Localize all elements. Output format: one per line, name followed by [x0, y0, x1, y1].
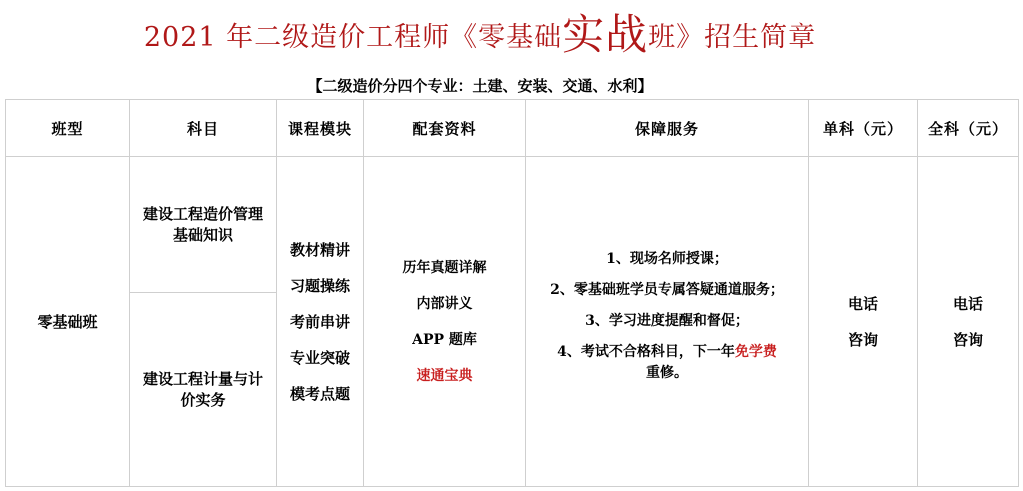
module-item: 模考点题 — [289, 384, 350, 403]
table-row — [6, 157, 1019, 293]
subject-cell-2 — [130, 293, 277, 487]
material-item: 历年真题详解 — [402, 259, 487, 276]
header-class-type: 班型 — [6, 100, 130, 157]
single-price-cell — [809, 157, 918, 487]
free-tuition-highlight: 免学费 — [734, 344, 777, 360]
service-item-4-suffix: 重修。 — [646, 365, 688, 381]
header-module: 课程模块 — [277, 100, 364, 157]
service-item — [526, 342, 808, 384]
header-single-price: 单科（元） — [809, 100, 918, 157]
module-item: 习题操练 — [289, 276, 350, 295]
subject-2-label: 建设工程计量与计价实务 — [142, 369, 263, 409]
header-row — [6, 100, 1019, 157]
material-item: APP 题库 — [412, 331, 477, 348]
title-suffix: 班》招生简章 — [648, 22, 817, 53]
page-subtitle: 【二级造价分四个专业：土建、安装、交通、水利】 — [307, 77, 653, 95]
module-item: 教材精讲 — [289, 240, 350, 259]
header-subject: 科目 — [130, 100, 277, 157]
material-item-highlight: 速通宝典 — [416, 367, 473, 384]
services-cell — [526, 157, 809, 487]
header-services: 保障服务 — [526, 100, 809, 157]
subject-cell-1 — [130, 157, 277, 293]
title-prefix: 2021 年二级造价工程师《零基础 — [143, 22, 563, 53]
full-price-line: 电话 — [952, 294, 983, 313]
full-price-cell — [918, 157, 1019, 487]
enrollment-table — [5, 99, 1019, 487]
module-item: 考前串讲 — [289, 312, 350, 331]
single-price-line: 电话 — [847, 294, 878, 313]
service-item-4-prefix: 4、考试不合格科目，下一年 — [557, 344, 735, 360]
materials-cell — [364, 157, 526, 487]
title-emphasis: 实战 — [562, 10, 649, 59]
header-materials: 配套资料 — [364, 100, 526, 157]
page-title — [0, 10, 960, 63]
single-price-line: 咨询 — [847, 330, 878, 349]
modules-cell — [277, 157, 364, 487]
header-full-price: 全科（元） — [918, 100, 1019, 157]
material-item: 内部讲义 — [416, 295, 473, 312]
module-item: 专业突破 — [289, 348, 350, 367]
service-item: 1、现场名师授课； — [606, 251, 728, 267]
full-price-line: 咨询 — [952, 330, 983, 349]
service-item: 2、零基础班学员专属答疑通道服务； — [550, 282, 784, 298]
subject-1-label: 建设工程造价管理基础知识 — [142, 204, 263, 244]
service-item: 3、学习进度提醒和督促； — [585, 313, 749, 329]
class-type-cell: 零基础班 — [6, 157, 130, 487]
